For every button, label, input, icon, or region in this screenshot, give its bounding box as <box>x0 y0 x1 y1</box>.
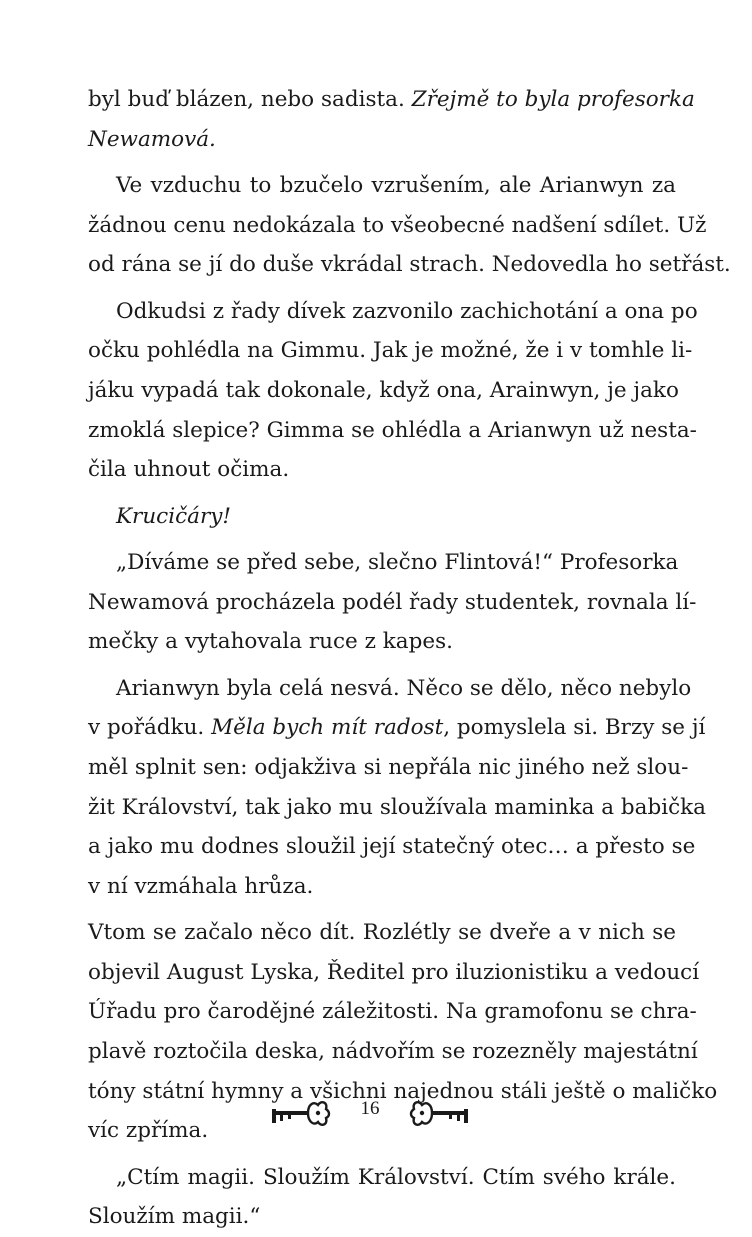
text-run: víc zpříma. <box>88 1118 209 1144</box>
text-line <box>88 669 692 709</box>
text-line <box>88 1197 676 1237</box>
page-number: 16 <box>360 1098 380 1119</box>
text-run: „Ctím magii. Sloužím Království. Ctím svého krále. <box>116 1164 676 1190</box>
text-line <box>88 120 676 160</box>
page-footer <box>0 1092 752 1136</box>
text-line <box>88 827 696 867</box>
book-page-text <box>88 80 731 1237</box>
text-run: Arianwyn byla celá nesvá. Něco se dělo, něco nebylo <box>116 675 692 701</box>
text-run: Odkudsi z řady dívek zazvonilo zachichotání a ona po <box>116 298 698 324</box>
text-run: Úřadu pro čarodějné záležitosti. Na gramofonu se chra- <box>88 999 697 1025</box>
italic-text: Newamová. <box>88 126 216 152</box>
text-line <box>88 992 697 1032</box>
text-line <box>88 497 676 537</box>
text-run: Ve vzduchu to bzučelo vzrušením, ale Arianwyn za <box>116 173 676 199</box>
text-line <box>88 1158 676 1198</box>
text-run: plavě roztočila deska, nádvořím se rozezněly majestátní <box>88 1039 698 1064</box>
text-run: od rána se jí do duše vkrádal strach. Nedovedla ho setřást. <box>88 252 731 278</box>
text-run: „Díváme se před sebe, slečno Flintová!“ Profesorka <box>116 550 679 576</box>
text-run: byl buď blázen, nebo sadista. <box>88 87 412 112</box>
italic-text: Měla bych mít radost <box>211 715 444 741</box>
text-line <box>88 245 731 285</box>
paragraph <box>88 166 731 285</box>
text-line <box>88 748 689 788</box>
text-line <box>88 913 676 953</box>
text-run: zmoklá slepice? Gimma se ohlédla a Arianwyn už nesta- <box>88 417 697 443</box>
text-run: Newamová procházela podél řady studentek, rovnala lí- <box>88 589 697 615</box>
text-line <box>88 411 697 451</box>
text-line <box>88 80 695 120</box>
text-line <box>88 622 676 662</box>
text-run: žádnou cenu nedokázala to všeobecné nadšení sdílet. Už <box>88 212 707 238</box>
paragraph <box>88 543 697 662</box>
text-run: čila uhnout očima. <box>88 457 290 483</box>
text-line <box>88 206 707 246</box>
key-ornament-icon <box>268 1096 332 1130</box>
text-line <box>88 708 706 748</box>
text-run: tóny státní hymny a všichni najednou stáli ještě o maličko <box>88 1078 718 1104</box>
paragraph <box>88 1158 676 1237</box>
text-run: v pořádku. <box>88 715 212 741</box>
text-line <box>88 788 706 828</box>
text-run: očku pohlédla na Gimmu. Jak je možné, že i v tomhle li- <box>88 338 693 364</box>
paragraph <box>88 80 695 159</box>
italic-text: Krucičáry! <box>116 503 232 529</box>
text-line <box>88 166 676 206</box>
text-run: a jako mu dodnes sloužil její statečný otec… a přesto se <box>88 834 696 860</box>
text-line <box>88 867 676 907</box>
text-line <box>88 371 679 411</box>
text-run: Sloužím magii.“ <box>88 1204 261 1230</box>
italic-text: Zřejmě to byla profesorka <box>411 87 695 112</box>
text-run: v ní vzmáhala hrůza. <box>88 873 314 899</box>
text-run: Vtom se začalo něco dít. Rozlétly se dveře a v nich se <box>88 920 676 946</box>
text-line <box>88 583 697 623</box>
text-run: jáku vypadá tak dokonale, když ona, Arainwyn, je jako <box>88 377 679 403</box>
text-run: měl splnit sen: odjakživa si nepřála nic jiného než slou- <box>88 754 689 780</box>
paragraph <box>88 497 676 537</box>
paragraph <box>88 669 706 907</box>
text-line <box>88 292 698 332</box>
key-ornament-icon <box>408 1096 472 1130</box>
paragraph <box>88 292 698 490</box>
text-line <box>88 953 700 993</box>
text-run: mečky a vytahovala ruce z kapes. <box>88 629 453 655</box>
text-run: , pomyslela si. Brzy se jí <box>443 715 706 741</box>
text-run: objevil August Lyska, Ředitel pro iluzionistiku a vedoucí <box>88 959 700 985</box>
text-line <box>88 543 679 583</box>
text-line <box>88 1032 698 1072</box>
text-line <box>88 331 693 371</box>
text-line <box>88 450 676 490</box>
text-run: žit Království, tak jako mu sloužívala maminka a babička <box>88 794 706 820</box>
